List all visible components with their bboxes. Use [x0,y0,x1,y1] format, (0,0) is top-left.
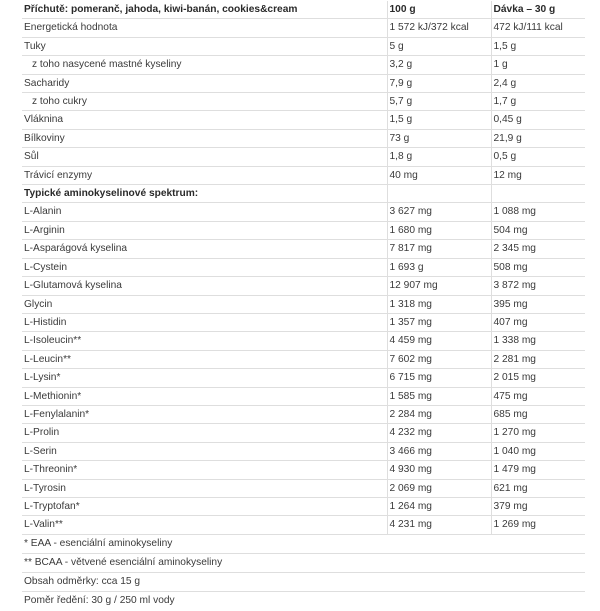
footnote-line: Obsah odměrky: cca 15 g [22,573,585,592]
row-label: Vláknina [22,111,387,129]
amino-value-serving: 508 mg [491,258,585,276]
amino-value-100g: 1 585 mg [387,387,491,405]
table-row [22,56,585,74]
row-value-100g: 7,9 g [387,74,491,92]
amino-name: L-Tyrosin [22,479,387,497]
amino-name: L-Valin** [22,516,387,534]
table-row [22,387,585,405]
footnote-line: * EAA - esenciální aminokyseliny [22,535,585,554]
amino-value-serving: 1 040 mg [491,442,585,460]
row-value-100g: 1 572 kJ/372 kcal [387,19,491,37]
table-row [22,313,585,331]
footnote-line: Poměr ředění: 30 g / 250 ml vody [24,595,175,607]
header-flavors: Příchutě: pomeranč, jahoda, kiwi-banán, cookies&cream [22,1,387,19]
row-value-serving: 0,5 g [491,148,585,166]
amino-name: L-Asparágová kyselina [22,240,387,258]
row-value-100g: 1,8 g [387,148,491,166]
footnote-line: ** BCAA - větvené esenciální aminokyseliny [22,554,585,573]
row-value-serving: 1 g [491,56,585,74]
table-row [22,203,585,221]
amino-value-serving: 1 269 mg [491,516,585,534]
amino-value-100g: 1 680 mg [387,221,491,239]
amino-value-100g: 1 264 mg [387,497,491,515]
table-row [22,93,585,111]
amino-value-serving: 3 872 mg [491,277,585,295]
amino-value-serving: 504 mg [491,221,585,239]
amino-name: Glycin [22,295,387,313]
row-value-100g: 40 mg [387,166,491,184]
table-row [22,350,585,368]
amino-name: L-Tryptofan* [22,497,387,515]
table-row [22,442,585,460]
amino-value-100g: 12 907 mg [387,277,491,295]
amino-name: L-Glutamová kyselina [22,277,387,295]
row-label [22,56,387,74]
row-value-serving: 12 mg [491,166,585,184]
amino-value-100g: 4 232 mg [387,424,491,442]
footnotes [22,535,585,611]
table-row [22,148,585,166]
amino-name: L-Histidin [22,313,387,331]
amino-name: L-Isoleucin** [22,332,387,350]
amino-name: L-Fenylalanin* [22,405,387,423]
amino-value-serving: 475 mg [491,387,585,405]
table-row [22,332,585,350]
amino-name: L-Serin [22,442,387,460]
row-label-text: z toho nasycené mastné kyseliny [32,59,182,71]
amino-value-serving: 379 mg [491,497,585,515]
table-row [22,369,585,387]
nutrition-table [22,1,585,535]
table-row [22,277,585,295]
amino-value-100g: 7 602 mg [387,350,491,368]
amino-value-serving: 395 mg [491,295,585,313]
amino-value-serving: 621 mg [491,479,585,497]
amino-name: L-Methionin* [22,387,387,405]
row-value-serving: 2,4 g [491,74,585,92]
amino-name: L-Arginin [22,221,387,239]
empty-cell [387,185,491,203]
row-value-serving: 1,5 g [491,37,585,55]
amino-name: L-Cystein [22,258,387,276]
table-row [22,424,585,442]
table-row [22,497,585,515]
table-row [22,258,585,276]
row-value-100g: 3,2 g [387,56,491,74]
row-label: Trávicí enzymy [22,166,387,184]
table-row [22,111,585,129]
amino-value-serving: 2 281 mg [491,350,585,368]
row-label-text: z toho cukry [32,96,87,108]
amino-value-serving: 1 479 mg [491,461,585,479]
amino-value-100g: 4 930 mg [387,461,491,479]
row-value-serving: 1,7 g [491,93,585,111]
table-row [22,461,585,479]
amino-section-header [22,185,585,203]
amino-value-100g: 6 715 mg [387,369,491,387]
table-row [22,516,585,534]
table-row [22,129,585,147]
header-per-100g: 100 g [387,1,491,19]
amino-value-serving: 1 338 mg [491,332,585,350]
table-row [22,240,585,258]
table-row [22,405,585,423]
amino-name: L-Prolin [22,424,387,442]
amino-name: L-Lysin* [22,369,387,387]
amino-value-100g: 1 357 mg [387,313,491,331]
amino-value-100g: 2 069 mg [387,479,491,497]
row-label: Sůl [22,148,387,166]
amino-name: L-Alanin [22,203,387,221]
amino-value-100g: 2 284 mg [387,405,491,423]
amino-value-100g: 4 459 mg [387,332,491,350]
amino-name: L-Threonin* [22,461,387,479]
table-row [22,221,585,239]
amino-value-serving: 1 270 mg [491,424,585,442]
row-value-serving: 21,9 g [491,129,585,147]
row-value-100g: 5,7 g [387,93,491,111]
amino-name: L-Leucin** [22,350,387,368]
amino-value-serving: 2 345 mg [491,240,585,258]
amino-value-serving: 685 mg [491,405,585,423]
table-row [22,166,585,184]
row-value-serving: 472 kJ/111 kcal [491,19,585,37]
row-label: Bílkoviny [22,129,387,147]
amino-value-100g: 1 318 mg [387,295,491,313]
row-label [22,93,387,111]
amino-value-100g: 3 627 mg [387,203,491,221]
amino-value-serving: 2 015 mg [491,369,585,387]
amino-value-100g: 7 817 mg [387,240,491,258]
table-row [22,19,585,37]
row-value-serving: 0,45 g [491,111,585,129]
row-value-100g: 73 g [387,129,491,147]
amino-value-serving: 407 mg [491,313,585,331]
row-value-100g: 5 g [387,37,491,55]
table-row [22,479,585,497]
row-value-100g: 1,5 g [387,111,491,129]
amino-section-title: Typické aminokyselinové spektrum: [22,185,387,203]
table-row [22,37,585,55]
row-label: Energetická hodnota [22,19,387,37]
empty-cell [491,185,585,203]
amino-value-100g: 4 231 mg [387,516,491,534]
amino-value-100g: 1 693 g [387,258,491,276]
table-row [22,295,585,313]
amino-value-serving: 1 088 mg [491,203,585,221]
header-per-serving: Dávka – 30 g [491,1,585,19]
table-row [22,74,585,92]
amino-value-100g: 3 466 mg [387,442,491,460]
table-header-row [22,1,585,19]
row-label: Sacharidy [22,74,387,92]
row-label: Tuky [22,37,387,55]
